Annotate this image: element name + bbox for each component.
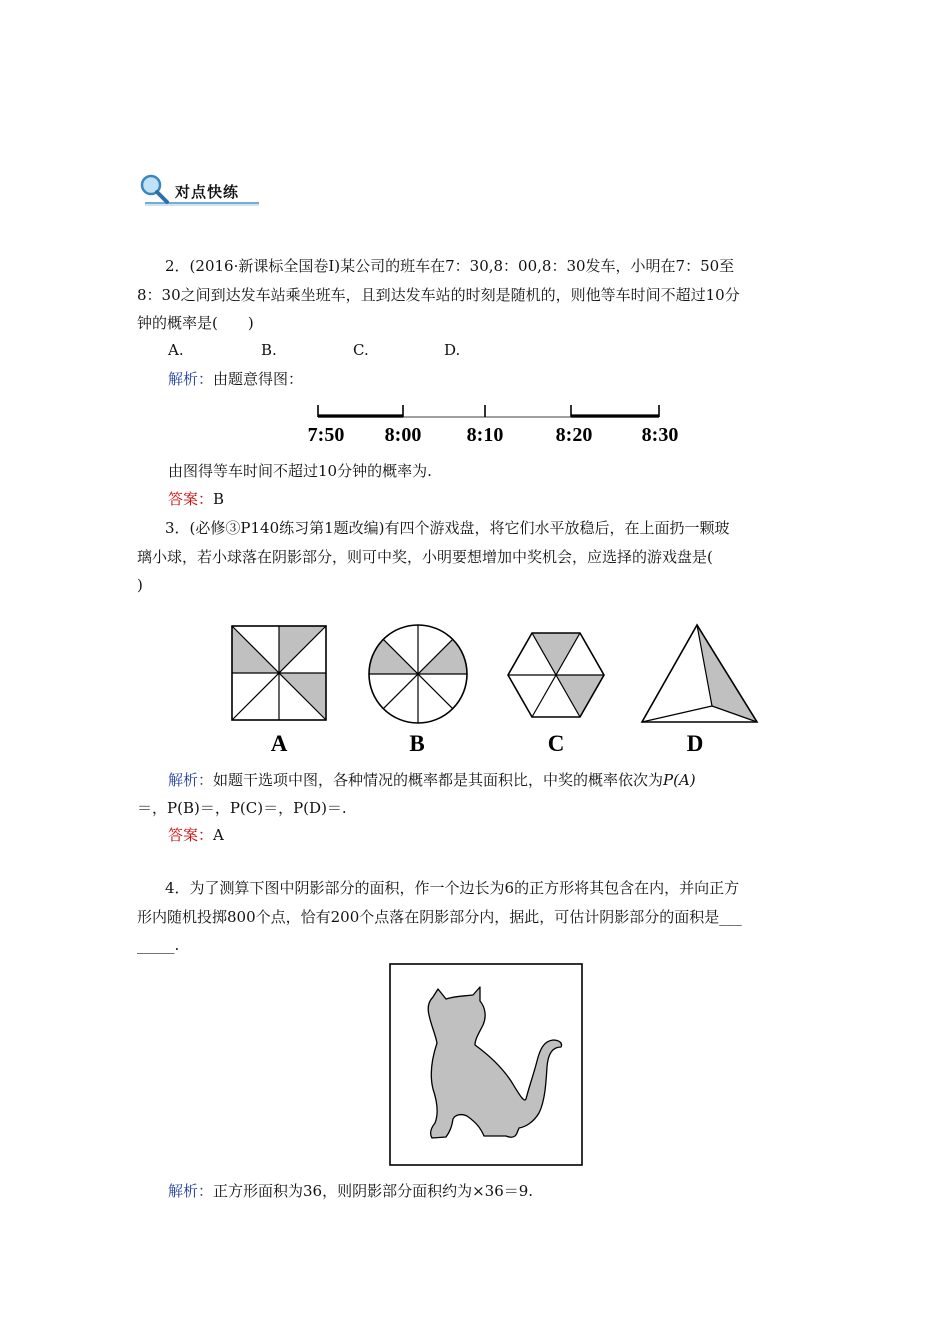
q2-line-3: 钟的概率是( ) [137,314,254,332]
board-label-d: D [686,731,704,756]
q3-answer-label: 答案： [168,826,214,844]
q2-analysis-text: 由题意得图： [213,370,304,388]
q3-analysis-text: 如题干选项中图，各种情况的概率都是其面积比，中奖的概率依次为 [213,771,664,789]
q4-line-3: _____. [137,936,180,954]
game-boards-figure [225,618,785,763]
timeline-label-820: 8:20 [555,424,593,446]
section-title: 对点快练 [175,183,240,201]
q2-answer-label: 答案： [168,490,214,508]
q3-answer-value: A [213,826,224,844]
timeline-label-800: 8:00 [384,424,422,446]
board-label-b: B [409,731,425,756]
timeline-label-830: 8:30 [641,424,679,446]
q2-line-1: 2．(2016·新课标全国卷Ⅰ)某公司的班车在7：30,8：00,8：30发车，小明在7：50至 [165,257,735,275]
q2-analysis [168,369,303,389]
q2-option-c: C. [353,341,369,359]
q2-conclusion: 由图得等车时间不超过10分钟的概率为. [168,462,432,480]
q2-answer [168,489,224,509]
timeline-figure [300,400,700,450]
q4-analysis-text: 正方形面积为36，则阴影部分面积约为×36＝9. [213,1182,534,1200]
cat-figure [389,963,584,1168]
q2-option-b: B. [261,341,277,359]
magnifier-icon [137,172,171,206]
q3-line-2: 璃小球，若小球落在阴影部分，则可中奖，小明要想增加中奖机会，应选择的游戏盘是( [137,548,713,566]
q3-analysis-pa: P(A) [663,771,696,789]
board-b [369,625,467,723]
q4-line-2: 形内随机投掷800个点，恰有200个点落在阴影部分内，据此，可估计阴影部分的面积是___ [137,908,742,926]
q3-analysis-label: 解析： [168,771,214,789]
q2-answer-value: B [213,490,225,508]
board-c [508,633,604,717]
q3-analysis-1 [168,770,696,790]
q2-analysis-label: 解析： [168,370,214,388]
board-d [642,625,757,722]
q2-option-d: D. [444,341,461,359]
section-header [137,172,262,208]
board-label-c: C [547,731,565,756]
q3-line-1: 3．(必修③P140练习第1题改编)有四个游戏盘，将它们水平放稳后，在上面扔一颗玻 [165,519,730,537]
q3-answer [168,825,224,845]
q3-line-3: ) [137,576,143,594]
q4-analysis-label: 解析： [168,1182,214,1200]
q2-option-a: A. [168,341,184,359]
timeline-label-750: 7:50 [307,424,345,446]
q2-line-2: 8：30之间到达发车站乘坐班车，且到达发车站的时刻是随机的，则他等车时间不超过10分 [137,286,740,304]
q4-analysis [168,1181,533,1201]
q3-analysis-2: ＝，P(B)＝，P(C)＝，P(D)＝. [137,799,347,817]
board-a [232,626,326,720]
board-label-a: A [270,731,288,756]
q4-line-1: 4．为了测算下图中阴影部分的面积，作一个边长为6的正方形将其包含在内，并向正方 [165,879,740,897]
timeline-label-810: 8:10 [466,424,504,446]
